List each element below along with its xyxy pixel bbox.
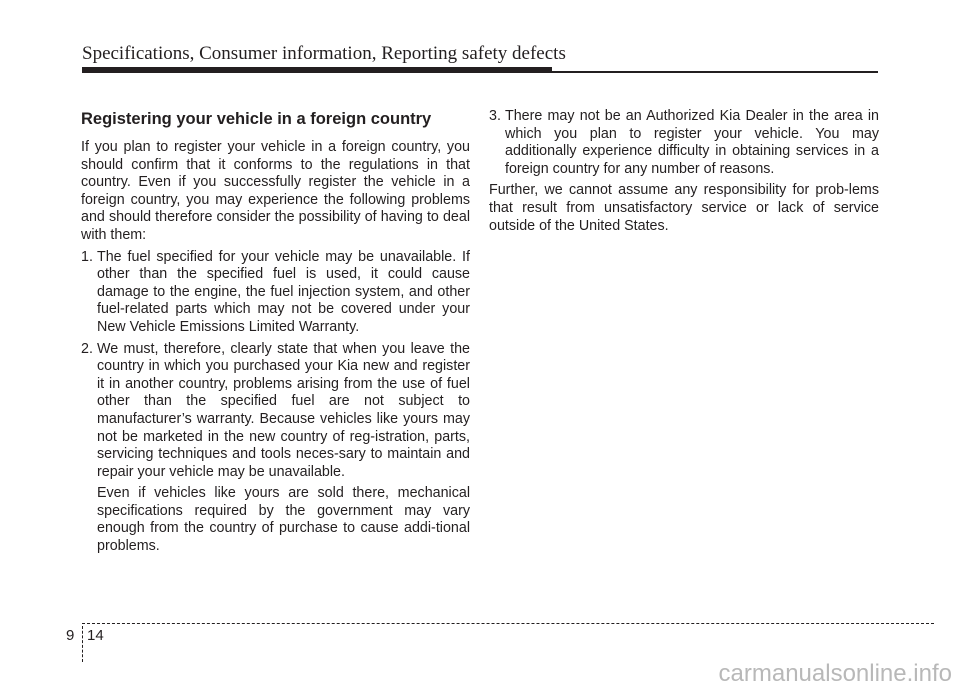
list-item-3 [489,108,879,178]
section-heading: Registering your vehicle in a foreign country [81,110,432,128]
right-column [489,108,879,239]
list-item-1 [81,249,470,337]
list-item-2 [81,341,470,482]
page-number: 14 [87,627,104,644]
chapter-number: 9 [66,627,75,644]
list-item-number: 2. [81,340,93,357]
header-rule-thick [82,67,552,73]
header-rule-thin [552,71,878,73]
list-item-text: There may not be an Authorized Kia Dealer in the area in which you plan to register your vehicle. You may additionally experience difficulty in obtaining services in a foreign country for any number of reasons. [505,108,879,177]
closing-paragraph: Further, we cannot assume any responsibility for prob-lems that result from unsatisfactory service or lack of service outside of the United States. [489,182,879,234]
left-column [81,110,470,560]
list-item-number: 1. [81,248,93,265]
watermark: carmanualsonline.info [718,660,952,687]
page-number-separator [82,626,83,662]
footer-rule [82,623,934,624]
intro-paragraph: If you plan to register your vehicle in a foreign country, you should confirm that it conforms to the regulations in that country. Even if you successfully register the vehicle in a foreign country, you may experience the following problems and should therefore consider the possibility of having to deal with them: [81,139,470,243]
header-title: Specifications, Consumer information, Reporting safety defects [82,43,566,64]
list-item-number: 3. [489,108,501,124]
list-item-2-continuation: Even if vehicles like yours are sold there, mechanical specifications required by the government may vary enough from the country of purchase to cause addi-tional problems. [97,485,470,555]
list-item-text: The fuel specified for your vehicle may be unavailable. If other than the specified fuel is used, it could cause damage to the engine, the fuel injection system, and other fuel-related parts which may not be covered under your New Vehicle Emissions Limited Warranty. [97,248,470,335]
list-item-text: We must, therefore, clearly state that when you leave the country in which you purchased your Kia new and register it in another country, problems arising from the use of fuel other than the specified fuel are not subject to manufacturer’s warranty. Because vehicles like yours may not be marketed in the new country of reg-istration, parts, servicing techniques and tools neces-sary to maintain and repair your vehicle may be unavailable. [97,340,470,480]
